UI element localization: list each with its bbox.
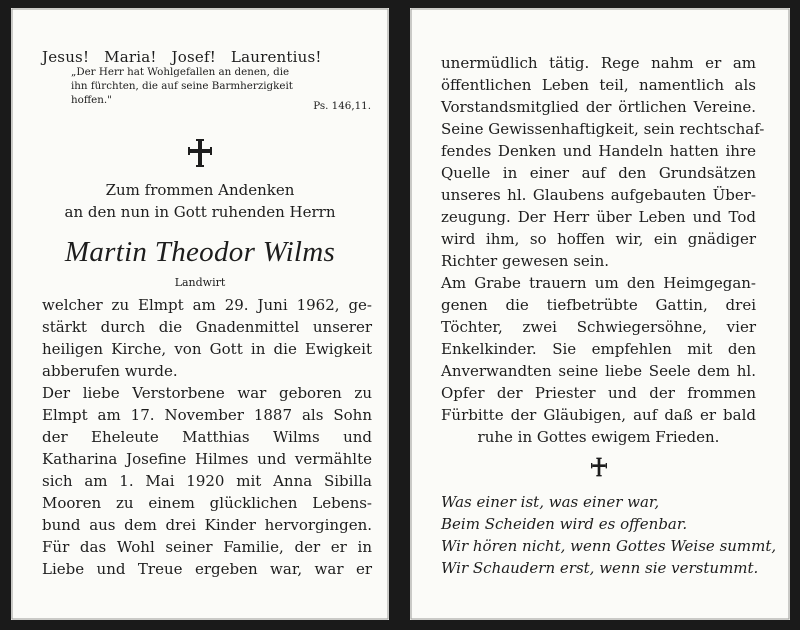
body-line: Richter gewesen sein. bbox=[441, 252, 609, 270]
intro-line: an den nun in Gott ruhenden Herrn bbox=[64, 203, 336, 221]
body-line: zeugung. Der Herr über Leben und Tod bbox=[441, 208, 756, 226]
body-line: Vorstandsmitglied der örtlichen Vereine. bbox=[441, 98, 756, 116]
body-line: welcher zu Elmpt am 29. Juni 1962, ge- bbox=[42, 296, 372, 314]
body-line: Der liebe Verstorbene war geboren zu bbox=[42, 384, 372, 402]
body-line: bund aus dem drei Kinder hervorgingen. bbox=[42, 516, 372, 534]
occupation: Landwirt bbox=[174, 276, 226, 289]
cross-icon bbox=[589, 457, 609, 477]
body-line: ruhe in Gottes ewigem Frieden. bbox=[477, 428, 720, 446]
poem-line: Wir hören nicht, wenn Gottes Weise summt, bbox=[441, 537, 777, 555]
body-line: heiligen Kirche, von Gott in die Ewigkeit bbox=[42, 340, 372, 358]
body-line: Mooren zu einem glücklichen Lebens- bbox=[42, 494, 372, 512]
right-body bbox=[441, 52, 765, 448]
motto-reference: Ps. 146,11. bbox=[313, 100, 371, 112]
body-line: wird ihm, so hoffen wir, ein gnädiger bbox=[441, 230, 756, 248]
body-line: Quelle in einer auf den Grundsätzen bbox=[441, 164, 756, 182]
body-line: Töchter, zwei Schwiegersöhne, vier bbox=[441, 318, 756, 336]
deceased-name: Martin Theodor Wilms bbox=[64, 236, 336, 268]
poem-line: Was einer ist, was einer war, bbox=[441, 493, 660, 511]
invocation: Jesus! Maria! Josef! Laurentius! bbox=[42, 48, 322, 66]
body-line: abberufen wurde. bbox=[42, 362, 178, 380]
poem-line: Beim Scheiden wird es offenbar. bbox=[441, 515, 688, 533]
body-line: Anverwandten seine liebe Seele dem hl. bbox=[441, 362, 756, 380]
body-line: unseres hl. Glaubens aufgebauten Über- bbox=[441, 186, 756, 204]
body-line: Fürbitte der Gläubigen, auf daß er bald bbox=[441, 406, 756, 424]
intro-line: Zum frommen Andenken bbox=[105, 181, 295, 199]
body-line: Katharina Josefine Hilmes und vermählte bbox=[42, 450, 372, 468]
body-line: sich am 1. Mai 1920 mit Anna Sibilla bbox=[42, 472, 372, 490]
motto-line: ihn fürchten, die auf seine Barmherzigkeit bbox=[71, 80, 293, 92]
body-line: der Eheleute Matthias Wilms und bbox=[42, 428, 372, 446]
body-line: Für das Wohl seiner Familie, der er in bbox=[42, 538, 372, 556]
left-card bbox=[11, 8, 389, 620]
body-line: Opfer der Priester und der frommen bbox=[441, 384, 756, 402]
body-line: fendes Denken und Handeln hatten ihre bbox=[441, 142, 756, 160]
body-line: Am Grabe trauern um den Heimgegan- bbox=[441, 274, 756, 292]
body-line: Liebe und Treue ergeben war, war er bbox=[42, 560, 372, 578]
left-body bbox=[42, 294, 372, 580]
motto-line: hoffen." bbox=[71, 94, 112, 106]
body-line: öffentlichen Leben teil, namentlich als bbox=[441, 76, 756, 94]
poem-line: Wir Schaudern erst, wenn sie verstummt. bbox=[441, 559, 759, 577]
body-line: genen die tiefbetrübte Gattin, drei bbox=[441, 296, 756, 314]
motto-line: „Der Herr hat Wohlgefallen an denen, die bbox=[71, 66, 290, 78]
body-line: Seine Gewissenhaftigkeit, sein rechtschaf- bbox=[441, 120, 765, 138]
body-line: Enkelkinder. Sie empfehlen mit den bbox=[441, 340, 756, 358]
right-card bbox=[410, 8, 790, 620]
cross-icon bbox=[185, 138, 215, 168]
body-line: stärkt durch die Gnadenmittel unserer bbox=[42, 318, 372, 336]
body-line: unermüdlich tätig. Rege nahm er am bbox=[441, 54, 756, 72]
body-line: Elmpt am 17. November 1887 als Sohn bbox=[42, 406, 372, 424]
